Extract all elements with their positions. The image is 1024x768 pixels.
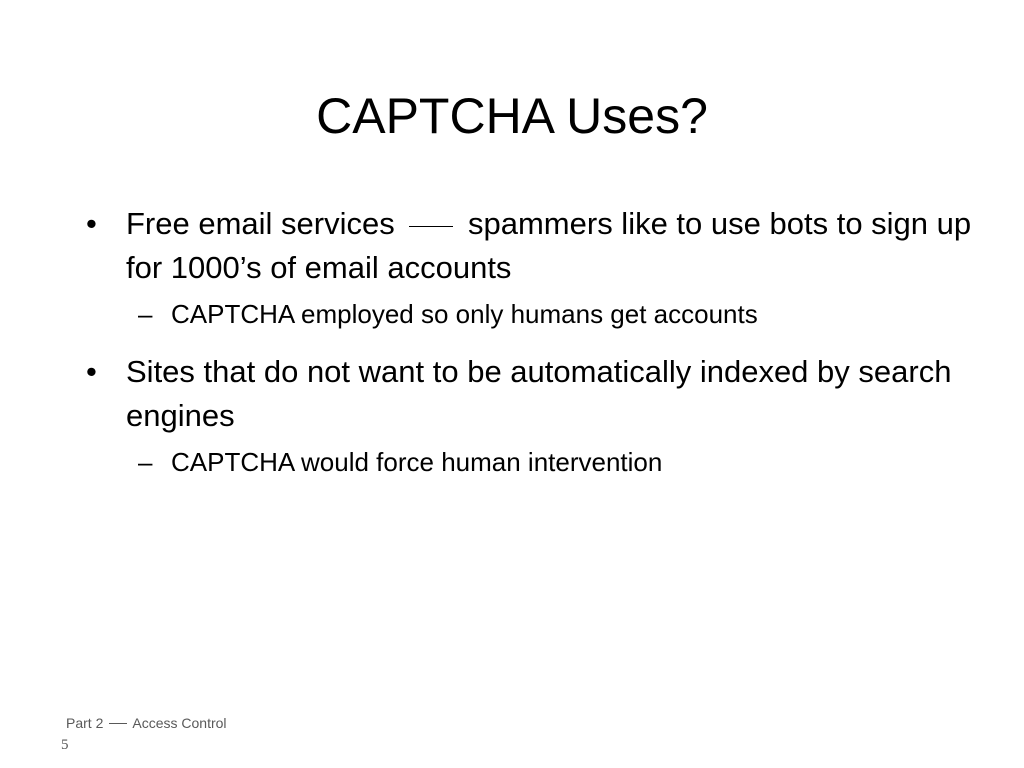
bullet-text: Sites that do not want to be automatically indexed by search engines [126, 354, 952, 433]
bullet-marker: • [86, 206, 97, 241]
subbullet-text: CAPTCHA employed so only humans get accounts [171, 299, 758, 329]
footer-dash-line [109, 723, 127, 724]
slide-content [86, 202, 976, 498]
slide-title: CAPTCHA Uses? [316, 88, 708, 144]
page-number: 5 [61, 737, 69, 753]
bullet-marker: • [86, 354, 97, 389]
subbullet-item-captcha-accounts [138, 297, 976, 331]
subbullet-item-human-intervention [138, 445, 976, 479]
bullet-item-free-email [86, 202, 976, 290]
em-dash-line [409, 226, 453, 227]
subbullet-text: CAPTCHA would force human intervention [171, 447, 663, 477]
footer-left-text: Part 2 [66, 715, 104, 731]
subbullet-marker: – [138, 447, 153, 477]
footer-right-text: Access Control [132, 715, 227, 731]
slide-footer [66, 714, 227, 732]
subbullet-marker: – [138, 299, 153, 329]
bullet-text-before-dash: Free email services [126, 206, 395, 241]
bullet-text-after-dash: spammers like to use bots to sign up for 1000’s of email accounts [126, 206, 972, 285]
bullet-item-indexed-sites [86, 350, 976, 438]
